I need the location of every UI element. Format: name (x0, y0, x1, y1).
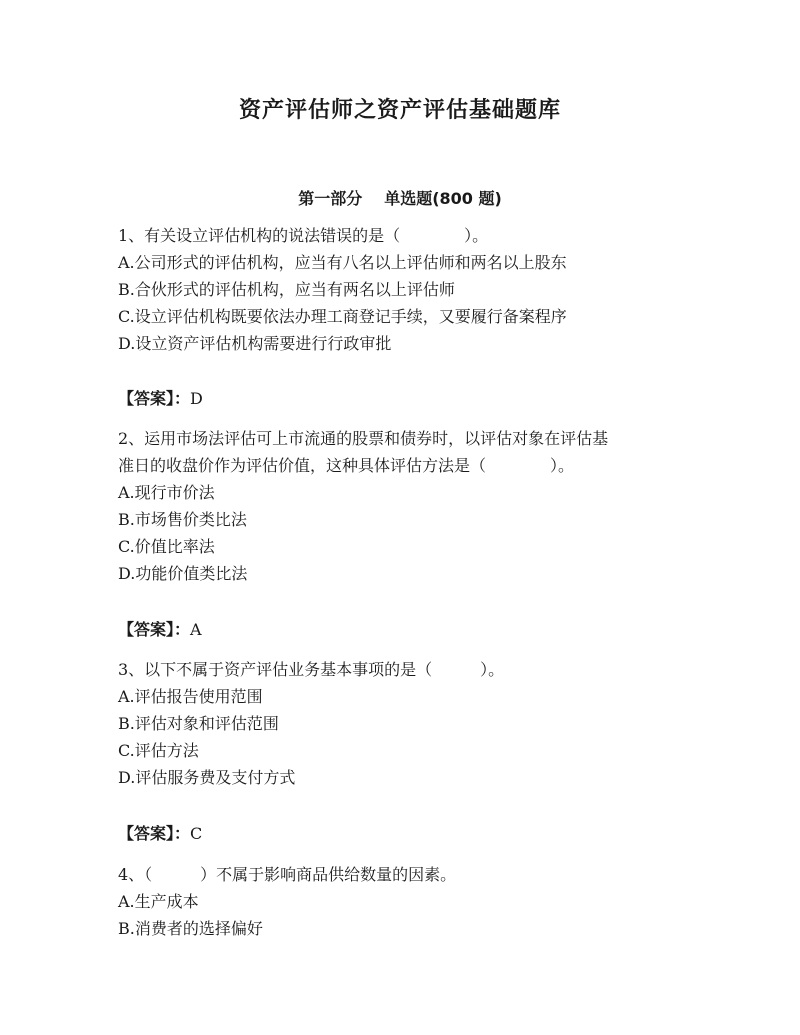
option-a: A.生产成本 (118, 892, 199, 911)
answer-value: C (190, 824, 203, 843)
question-stem: 2、运用市场法评估可上市流通的股票和债券时，以评估对象在评估基 (118, 429, 609, 448)
question-stem: 1、有关设立评估机构的说法错误的是（ ）。 (118, 226, 489, 245)
option-b: B.消费者的选择偏好 (118, 919, 263, 938)
answer-value: A (190, 620, 202, 639)
answer-line (118, 823, 202, 845)
question-stem: 3、以下不属于资产评估业务基本事项的是（ ）。 (118, 660, 505, 679)
question-stem: 4、（ ）不属于影响商品供给数量的因素。 (118, 865, 457, 884)
option-b: B.市场售价类比法 (118, 510, 247, 529)
option-d: D.设立资产评估机构需要进行行政审批 (118, 334, 392, 353)
section-name: 单选题(800 题) (384, 189, 502, 208)
option-d: D.评估服务费及支付方式 (118, 768, 296, 787)
option-b: B.评估对象和评估范围 (118, 714, 279, 733)
answer-value: D (190, 389, 203, 408)
option-a: A.现行市价法 (118, 483, 215, 502)
answer-line (118, 388, 203, 410)
option-c: C.评估方法 (118, 741, 199, 760)
answer-line (118, 619, 202, 641)
question-stem-continued: 准日的收盘价作为评估价值，这种具体评估方法是（ ）。 (118, 456, 575, 475)
answer-label: 【答案】： (118, 389, 191, 408)
option-a: A.公司形式的评估机构，应当有八名以上评估师和两名以上股东 (118, 253, 567, 272)
page-title: 资产评估师之资产评估基础题库 (238, 98, 561, 123)
section-part: 第一部分 (298, 189, 363, 208)
answer-label: 【答案】： (118, 824, 191, 843)
option-c: C.设立评估机构既要依法办理工商登记手续，又要履行备案程序 (118, 307, 567, 326)
answer-label: 【答案】： (118, 620, 191, 639)
option-d: D.功能价值类比法 (118, 564, 248, 583)
option-b: B.合伙形式的评估机构，应当有两名以上评估师 (118, 280, 455, 299)
option-c: C.价值比率法 (118, 537, 215, 556)
option-a: A.评估报告使用范围 (118, 687, 263, 706)
section-heading (0, 186, 800, 209)
